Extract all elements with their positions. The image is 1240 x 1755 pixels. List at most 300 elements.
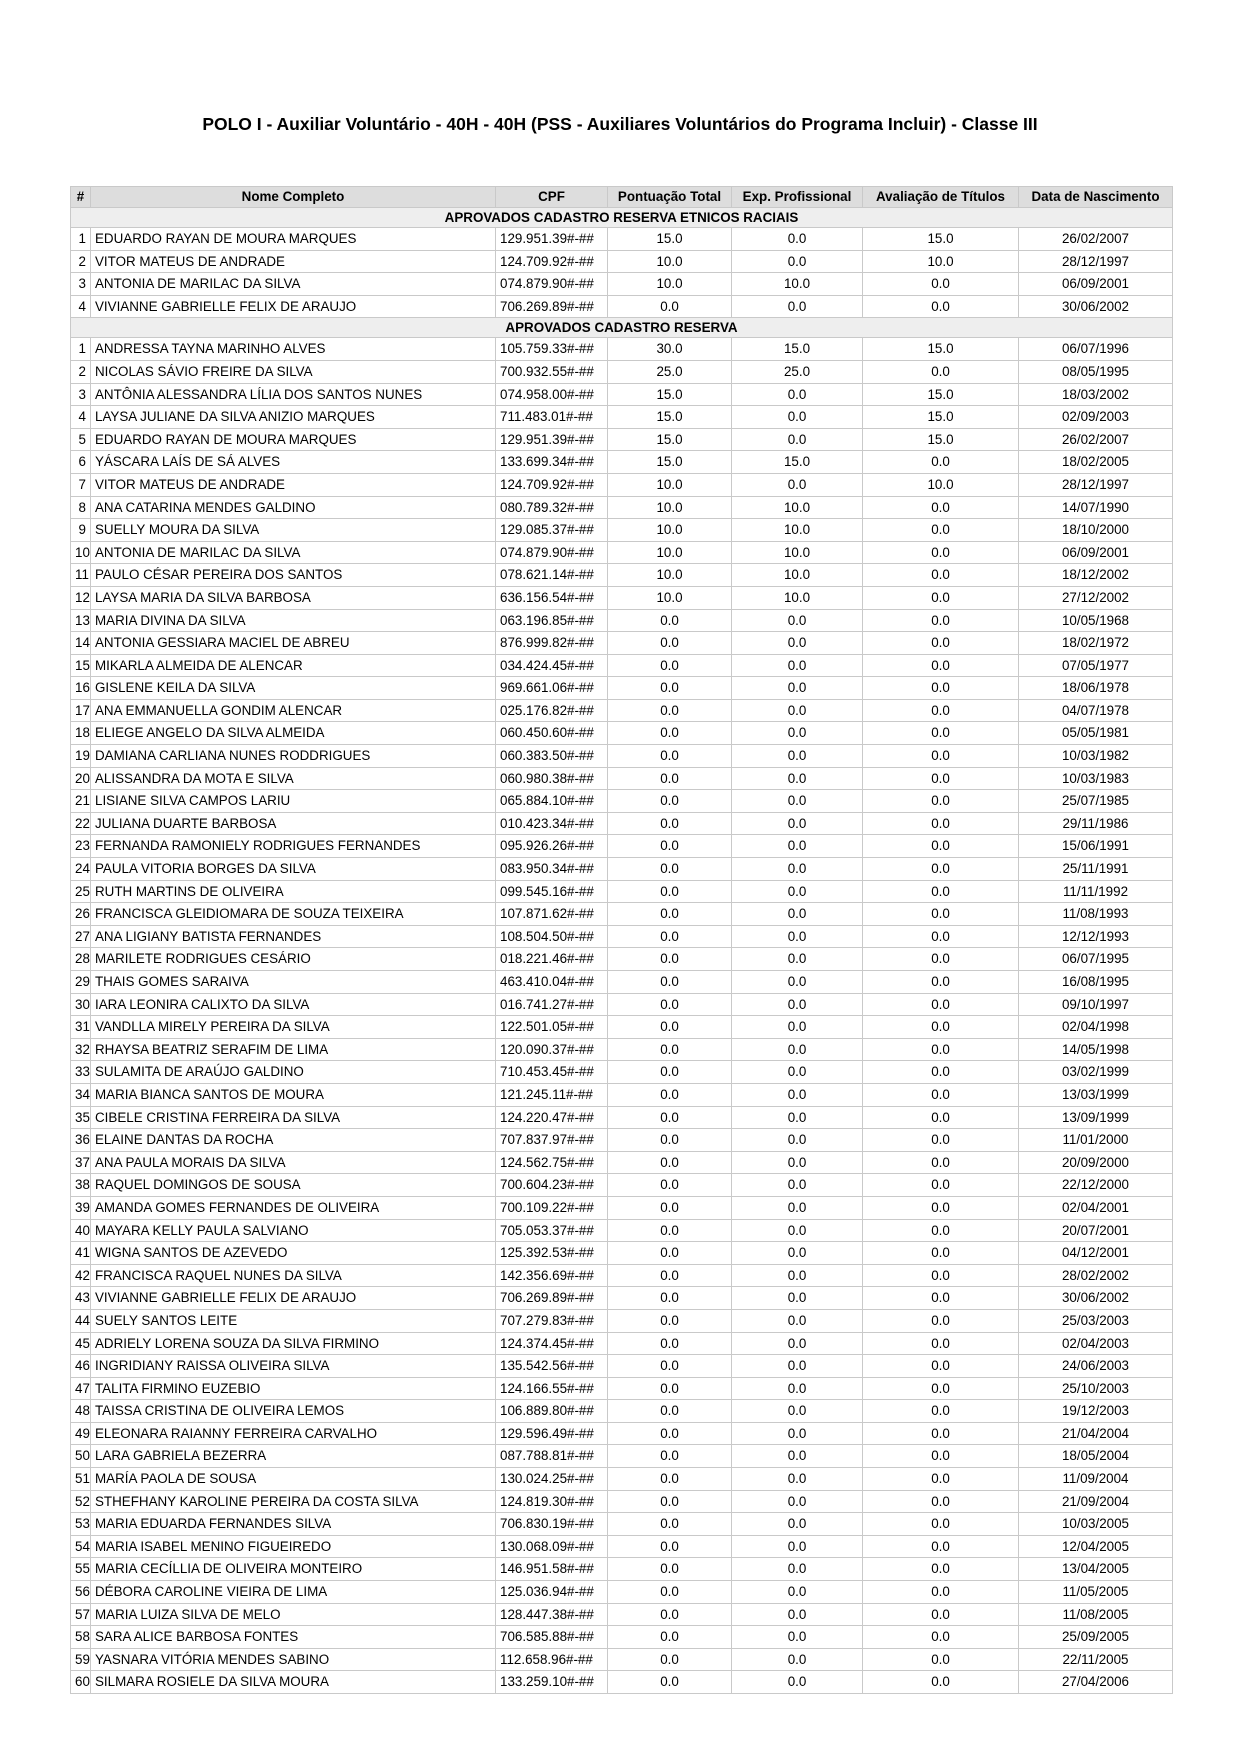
birth-date-cell: 10/03/1982	[1019, 745, 1173, 768]
cpf-cell: 063.196.85#-##	[496, 609, 608, 632]
birth-date-cell: 30/06/2002	[1019, 295, 1173, 318]
row-index-cell: 18	[71, 722, 91, 745]
total-score-cell: 10.0	[608, 473, 732, 496]
titles-evaluation-cell: 0.0	[863, 1061, 1019, 1084]
titles-evaluation-cell: 0.0	[863, 1513, 1019, 1536]
cpf-cell: 129.596.49#-##	[496, 1422, 608, 1445]
titles-evaluation-cell: 0.0	[863, 1332, 1019, 1355]
titles-evaluation-cell: 0.0	[863, 1603, 1019, 1626]
professional-exp-cell: 0.0	[732, 1038, 863, 1061]
full-name-cell: ELAINE DANTAS DA ROCHA	[91, 1129, 496, 1152]
row-index-cell: 54	[71, 1535, 91, 1558]
titles-evaluation-cell: 0.0	[863, 699, 1019, 722]
titles-evaluation-cell: 0.0	[863, 1558, 1019, 1581]
table-row	[71, 654, 1173, 677]
cpf-cell: 106.889.80#-##	[496, 1400, 608, 1423]
total-score-cell: 0.0	[608, 1400, 732, 1423]
total-score-cell: 0.0	[608, 1490, 732, 1513]
full-name-cell: ALISSANDRA DA MOTA E SILVA	[91, 767, 496, 790]
cpf-cell: 078.621.14#-##	[496, 564, 608, 587]
titles-evaluation-cell: 0.0	[863, 880, 1019, 903]
birth-date-cell: 18/05/2004	[1019, 1445, 1173, 1468]
cpf-cell: 107.871.62#-##	[496, 903, 608, 926]
table-row	[71, 1513, 1173, 1536]
full-name-cell: LAYSA MARIA DA SILVA BARBOSA	[91, 586, 496, 609]
titles-evaluation-cell: 0.0	[863, 1219, 1019, 1242]
cpf-cell: 095.926.26#-##	[496, 835, 608, 858]
birth-date-cell: 13/03/1999	[1019, 1083, 1173, 1106]
row-index-cell: 4	[71, 295, 91, 318]
professional-exp-cell: 0.0	[732, 1581, 863, 1604]
professional-exp-cell: 0.0	[732, 428, 863, 451]
cpf-cell: 133.259.10#-##	[496, 1671, 608, 1694]
row-index-cell: 13	[71, 609, 91, 632]
professional-exp-cell: 0.0	[732, 1648, 863, 1671]
full-name-cell: VIVIANNE GABRIELLE FELIX DE ARAUJO	[91, 295, 496, 318]
birth-date-cell: 22/11/2005	[1019, 1648, 1173, 1671]
birth-date-cell: 10/03/2005	[1019, 1513, 1173, 1536]
row-index-cell: 32	[71, 1038, 91, 1061]
table-row	[71, 812, 1173, 835]
cpf-cell: 707.279.83#-##	[496, 1309, 608, 1332]
full-name-cell: TAISSA CRISTINA DE OLIVEIRA LEMOS	[91, 1400, 496, 1423]
cpf-cell: 124.166.55#-##	[496, 1377, 608, 1400]
full-name-cell: MARIA DIVINA DA SILVA	[91, 609, 496, 632]
birth-date-cell: 25/07/1985	[1019, 790, 1173, 813]
titles-evaluation-cell: 0.0	[863, 722, 1019, 745]
birth-date-cell: 11/08/2005	[1019, 1603, 1173, 1626]
professional-exp-cell: 0.0	[732, 1377, 863, 1400]
titles-evaluation-cell: 0.0	[863, 1490, 1019, 1513]
titles-evaluation-cell: 0.0	[863, 745, 1019, 768]
cpf-cell: 121.245.11#-##	[496, 1083, 608, 1106]
full-name-cell: PAULO CÉSAR PEREIRA DOS SANTOS	[91, 564, 496, 587]
full-name-cell: YASNARA VITÓRIA MENDES SABINO	[91, 1648, 496, 1671]
cpf-cell: 129.951.39#-##	[496, 228, 608, 251]
professional-exp-cell: 0.0	[732, 1445, 863, 1468]
cpf-cell: 463.410.04#-##	[496, 971, 608, 994]
professional-exp-cell: 0.0	[732, 1196, 863, 1219]
table-row	[71, 632, 1173, 655]
row-index-cell: 44	[71, 1309, 91, 1332]
cpf-cell: 128.447.38#-##	[496, 1603, 608, 1626]
table-row	[71, 564, 1173, 587]
titles-evaluation-cell: 0.0	[863, 767, 1019, 790]
row-index-cell: 51	[71, 1468, 91, 1491]
row-index-cell: 14	[71, 632, 91, 655]
table-row	[71, 1016, 1173, 1039]
titles-evaluation-cell: 10.0	[863, 250, 1019, 273]
full-name-cell: MARIA ISABEL MENINO FIGUEIREDO	[91, 1535, 496, 1558]
total-score-cell: 0.0	[608, 1422, 732, 1445]
titles-evaluation-cell: 15.0	[863, 406, 1019, 429]
row-index-cell: 11	[71, 564, 91, 587]
table-row	[71, 1377, 1173, 1400]
table-row	[71, 925, 1173, 948]
titles-evaluation-cell: 0.0	[863, 1355, 1019, 1378]
birth-date-cell: 18/12/2002	[1019, 564, 1173, 587]
table-row	[71, 993, 1173, 1016]
professional-exp-cell: 0.0	[732, 383, 863, 406]
header-row	[71, 187, 1173, 208]
table-row	[71, 1264, 1173, 1287]
professional-exp-cell: 0.0	[732, 699, 863, 722]
table-row	[71, 1603, 1173, 1626]
table-row	[71, 1309, 1173, 1332]
table-row	[71, 903, 1173, 926]
total-score-cell: 0.0	[608, 858, 732, 881]
full-name-cell: RHAYSA BEATRIZ SERAFIM DE LIMA	[91, 1038, 496, 1061]
full-name-cell: INGRIDIANY RAISSA OLIVEIRA SILVA	[91, 1355, 496, 1378]
row-index-cell: 8	[71, 496, 91, 519]
professional-exp-cell: 0.0	[732, 903, 863, 926]
birth-date-cell: 02/04/2001	[1019, 1196, 1173, 1219]
total-score-cell: 15.0	[608, 228, 732, 251]
table-row	[71, 790, 1173, 813]
birth-date-cell: 11/05/2005	[1019, 1581, 1173, 1604]
total-score-cell: 0.0	[608, 925, 732, 948]
full-name-cell: VANDLLA MIRELY PEREIRA DA SILVA	[91, 1016, 496, 1039]
birth-date-cell: 25/10/2003	[1019, 1377, 1173, 1400]
full-name-cell: ELIEGE ANGELO DA SILVA ALMEIDA	[91, 722, 496, 745]
row-index-cell: 50	[71, 1445, 91, 1468]
titles-evaluation-cell: 0.0	[863, 812, 1019, 835]
titles-evaluation-cell: 0.0	[863, 1535, 1019, 1558]
birth-date-cell: 04/12/2001	[1019, 1242, 1173, 1265]
row-index-cell: 3	[71, 273, 91, 296]
col-header-titles-evaluation: Avaliação de Títulos	[863, 187, 1019, 208]
titles-evaluation-cell: 0.0	[863, 677, 1019, 700]
professional-exp-cell: 0.0	[732, 1083, 863, 1106]
professional-exp-cell: 0.0	[732, 609, 863, 632]
full-name-cell: ANA LIGIANY BATISTA FERNANDES	[91, 925, 496, 948]
birth-date-cell: 06/07/1996	[1019, 338, 1173, 361]
titles-evaluation-cell: 0.0	[863, 564, 1019, 587]
professional-exp-cell: 0.0	[732, 1106, 863, 1129]
professional-exp-cell: 0.0	[732, 1287, 863, 1310]
full-name-cell: GISLENE KEILA DA SILVA	[91, 677, 496, 700]
total-score-cell: 0.0	[608, 295, 732, 318]
cpf-cell: 711.483.01#-##	[496, 406, 608, 429]
table-row	[71, 1581, 1173, 1604]
full-name-cell: VITOR MATEUS DE ANDRADE	[91, 473, 496, 496]
row-index-cell: 42	[71, 1264, 91, 1287]
titles-evaluation-cell: 15.0	[863, 428, 1019, 451]
titles-evaluation-cell: 0.0	[863, 1038, 1019, 1061]
titles-evaluation-cell: 0.0	[863, 993, 1019, 1016]
full-name-cell: JULIANA DUARTE BARBOSA	[91, 812, 496, 835]
full-name-cell: ELEONARA RAIANNY FERREIRA CARVALHO	[91, 1422, 496, 1445]
total-score-cell: 0.0	[608, 609, 732, 632]
full-name-cell: DAMIANA CARLIANA NUNES RODDRIGUES	[91, 745, 496, 768]
row-index-cell: 31	[71, 1016, 91, 1039]
cpf-cell: 112.658.96#-##	[496, 1648, 608, 1671]
table-row	[71, 745, 1173, 768]
titles-evaluation-cell: 0.0	[863, 519, 1019, 542]
row-index-cell: 21	[71, 790, 91, 813]
row-index-cell: 1	[71, 338, 91, 361]
total-score-cell: 10.0	[608, 496, 732, 519]
row-index-cell: 56	[71, 1581, 91, 1604]
cpf-cell: 122.501.05#-##	[496, 1016, 608, 1039]
professional-exp-cell: 0.0	[732, 1219, 863, 1242]
cpf-cell: 706.269.89#-##	[496, 1287, 608, 1310]
row-index-cell: 25	[71, 880, 91, 903]
professional-exp-cell: 0.0	[732, 1129, 863, 1152]
full-name-cell: SILMARA ROSIELE DA SILVA MOURA	[91, 1671, 496, 1694]
full-name-cell: CIBELE CRISTINA FERREIRA DA SILVA	[91, 1106, 496, 1129]
birth-date-cell: 02/04/2003	[1019, 1332, 1173, 1355]
row-index-cell: 36	[71, 1129, 91, 1152]
row-index-cell: 29	[71, 971, 91, 994]
col-header-index: #	[71, 187, 91, 208]
row-index-cell: 58	[71, 1626, 91, 1649]
titles-evaluation-cell: 0.0	[863, 948, 1019, 971]
full-name-cell: RUTH MARTINS DE OLIVEIRA	[91, 880, 496, 903]
birth-date-cell: 25/03/2003	[1019, 1309, 1173, 1332]
table-row	[71, 473, 1173, 496]
table-row	[71, 1422, 1173, 1445]
total-score-cell: 15.0	[608, 451, 732, 474]
birth-date-cell: 22/12/2000	[1019, 1174, 1173, 1197]
cpf-cell: 142.356.69#-##	[496, 1264, 608, 1287]
titles-evaluation-cell: 0.0	[863, 451, 1019, 474]
cpf-cell: 706.269.89#-##	[496, 295, 608, 318]
birth-date-cell: 07/05/1977	[1019, 654, 1173, 677]
row-index-cell: 30	[71, 993, 91, 1016]
col-header-cpf: CPF	[496, 187, 608, 208]
total-score-cell: 0.0	[608, 1309, 732, 1332]
full-name-cell: RAQUEL DOMINGOS DE SOUSA	[91, 1174, 496, 1197]
cpf-cell: 876.999.82#-##	[496, 632, 608, 655]
row-index-cell: 46	[71, 1355, 91, 1378]
table-row	[71, 1400, 1173, 1423]
section-label: APROVADOS CADASTRO RESERVA	[71, 318, 1173, 338]
titles-evaluation-cell: 0.0	[863, 1174, 1019, 1197]
table-row	[71, 519, 1173, 542]
total-score-cell: 0.0	[608, 835, 732, 858]
row-index-cell: 10	[71, 541, 91, 564]
full-name-cell: EDUARDO RAYAN DE MOURA MARQUES	[91, 228, 496, 251]
total-score-cell: 0.0	[608, 745, 732, 768]
full-name-cell: STHEFHANY KAROLINE PEREIRA DA COSTA SILVA	[91, 1490, 496, 1513]
birth-date-cell: 28/12/1997	[1019, 250, 1173, 273]
total-score-cell: 0.0	[608, 993, 732, 1016]
cpf-cell: 074.879.90#-##	[496, 273, 608, 296]
full-name-cell: FERNANDA RAMONIELY RODRIGUES FERNANDES	[91, 835, 496, 858]
professional-exp-cell: 0.0	[732, 295, 863, 318]
row-index-cell: 2	[71, 360, 91, 383]
cpf-cell: 707.837.97#-##	[496, 1129, 608, 1152]
professional-exp-cell: 10.0	[732, 541, 863, 564]
full-name-cell: SUELLY MOURA DA SILVA	[91, 519, 496, 542]
table-row	[71, 1671, 1173, 1694]
full-name-cell: MARIA LUIZA SILVA DE MELO	[91, 1603, 496, 1626]
total-score-cell: 0.0	[608, 880, 732, 903]
full-name-cell: FRANCISCA GLEIDIOMARA DE SOUZA TEIXEIRA	[91, 903, 496, 926]
birth-date-cell: 06/07/1995	[1019, 948, 1173, 971]
total-score-cell: 0.0	[608, 1558, 732, 1581]
table-row	[71, 1083, 1173, 1106]
total-score-cell: 0.0	[608, 1535, 732, 1558]
professional-exp-cell: 15.0	[732, 451, 863, 474]
titles-evaluation-cell: 0.0	[863, 1626, 1019, 1649]
birth-date-cell: 16/08/1995	[1019, 971, 1173, 994]
cpf-cell: 636.156.54#-##	[496, 586, 608, 609]
titles-evaluation-cell: 0.0	[863, 360, 1019, 383]
full-name-cell: ANA PAULA MORAIS DA SILVA	[91, 1151, 496, 1174]
titles-evaluation-cell: 0.0	[863, 496, 1019, 519]
birth-date-cell: 28/02/2002	[1019, 1264, 1173, 1287]
professional-exp-cell: 0.0	[732, 1061, 863, 1084]
professional-exp-cell: 10.0	[732, 519, 863, 542]
cpf-cell: 124.220.47#-##	[496, 1106, 608, 1129]
titles-evaluation-cell: 0.0	[863, 1309, 1019, 1332]
table-row	[71, 880, 1173, 903]
cpf-cell: 969.661.06#-##	[496, 677, 608, 700]
professional-exp-cell: 0.0	[732, 250, 863, 273]
row-index-cell: 24	[71, 858, 91, 881]
cpf-cell: 060.450.60#-##	[496, 722, 608, 745]
total-score-cell: 30.0	[608, 338, 732, 361]
row-index-cell: 40	[71, 1219, 91, 1242]
birth-date-cell: 21/09/2004	[1019, 1490, 1173, 1513]
row-index-cell: 16	[71, 677, 91, 700]
titles-evaluation-cell: 0.0	[863, 858, 1019, 881]
row-index-cell: 7	[71, 473, 91, 496]
cpf-cell: 099.545.16#-##	[496, 880, 608, 903]
row-index-cell: 3	[71, 383, 91, 406]
total-score-cell: 0.0	[608, 812, 732, 835]
titles-evaluation-cell: 0.0	[863, 295, 1019, 318]
birth-date-cell: 06/09/2001	[1019, 273, 1173, 296]
section-header-row	[71, 208, 1173, 228]
total-score-cell: 0.0	[608, 722, 732, 745]
professional-exp-cell: 0.0	[732, 473, 863, 496]
full-name-cell: ANA EMMANUELLA GONDIM ALENCAR	[91, 699, 496, 722]
row-index-cell: 5	[71, 428, 91, 451]
total-score-cell: 25.0	[608, 360, 732, 383]
cpf-cell: 060.980.38#-##	[496, 767, 608, 790]
full-name-cell: VITOR MATEUS DE ANDRADE	[91, 250, 496, 273]
cpf-cell: 700.109.22#-##	[496, 1196, 608, 1219]
professional-exp-cell: 0.0	[732, 1174, 863, 1197]
table-row	[71, 1219, 1173, 1242]
full-name-cell: SULAMITA DE ARAÚJO GALDINO	[91, 1061, 496, 1084]
cpf-cell: 706.830.19#-##	[496, 1513, 608, 1536]
professional-exp-cell: 0.0	[732, 1264, 863, 1287]
table-row	[71, 1445, 1173, 1468]
row-index-cell: 49	[71, 1422, 91, 1445]
table-row	[71, 406, 1173, 429]
row-index-cell: 53	[71, 1513, 91, 1536]
total-score-cell: 0.0	[608, 1106, 732, 1129]
full-name-cell: ANDRESSA TAYNA MARINHO ALVES	[91, 338, 496, 361]
table-row	[71, 428, 1173, 451]
professional-exp-cell: 0.0	[732, 654, 863, 677]
birth-date-cell: 13/04/2005	[1019, 1558, 1173, 1581]
titles-evaluation-cell: 0.0	[863, 1287, 1019, 1310]
birth-date-cell: 25/11/1991	[1019, 858, 1173, 881]
titles-evaluation-cell: 15.0	[863, 338, 1019, 361]
professional-exp-cell: 0.0	[732, 993, 863, 1016]
full-name-cell: THAIS GOMES SARAIVA	[91, 971, 496, 994]
cpf-cell: 018.221.46#-##	[496, 948, 608, 971]
cpf-cell: 705.053.37#-##	[496, 1219, 608, 1242]
titles-evaluation-cell: 0.0	[863, 1151, 1019, 1174]
table-header	[71, 187, 1173, 208]
titles-evaluation-cell: 15.0	[863, 228, 1019, 251]
birth-date-cell: 10/05/1968	[1019, 609, 1173, 632]
total-score-cell: 10.0	[608, 519, 732, 542]
row-index-cell: 28	[71, 948, 91, 971]
cpf-cell: 133.699.34#-##	[496, 451, 608, 474]
row-index-cell: 26	[71, 903, 91, 926]
titles-evaluation-cell: 0.0	[863, 1377, 1019, 1400]
row-index-cell: 48	[71, 1400, 91, 1423]
row-index-cell: 35	[71, 1106, 91, 1129]
table-row	[71, 228, 1173, 251]
total-score-cell: 0.0	[608, 1355, 732, 1378]
total-score-cell: 0.0	[608, 1468, 732, 1491]
cpf-cell: 124.374.45#-##	[496, 1332, 608, 1355]
titles-evaluation-cell: 0.0	[863, 632, 1019, 655]
full-name-cell: SUELY SANTOS LEITE	[91, 1309, 496, 1332]
table-row	[71, 1174, 1173, 1197]
page-title: POLO I - Auxiliar Voluntário - 40H - 40H (PSS - Auxiliares Voluntários do Programa Incluir) - Classe III	[202, 114, 1038, 134]
table-row	[71, 360, 1173, 383]
row-index-cell: 45	[71, 1332, 91, 1355]
total-score-cell: 10.0	[608, 273, 732, 296]
birth-date-cell: 18/03/2002	[1019, 383, 1173, 406]
cpf-cell: 146.951.58#-##	[496, 1558, 608, 1581]
table-row	[71, 722, 1173, 745]
total-score-cell: 0.0	[608, 1581, 732, 1604]
birth-date-cell: 26/02/2007	[1019, 228, 1173, 251]
birth-date-cell: 08/05/1995	[1019, 360, 1173, 383]
professional-exp-cell: 0.0	[732, 1332, 863, 1355]
total-score-cell: 0.0	[608, 699, 732, 722]
cpf-cell: 700.604.23#-##	[496, 1174, 608, 1197]
professional-exp-cell: 0.0	[732, 1468, 863, 1491]
titles-evaluation-cell: 0.0	[863, 1106, 1019, 1129]
professional-exp-cell: 0.0	[732, 1400, 863, 1423]
titles-evaluation-cell: 0.0	[863, 1468, 1019, 1491]
full-name-cell: SARA ALICE BARBOSA FONTES	[91, 1626, 496, 1649]
titles-evaluation-cell: 0.0	[863, 654, 1019, 677]
total-score-cell: 0.0	[608, 971, 732, 994]
table-row	[71, 767, 1173, 790]
full-name-cell: ADRIELY LORENA SOUZA DA SILVA FIRMINO	[91, 1332, 496, 1355]
professional-exp-cell: 0.0	[732, 948, 863, 971]
professional-exp-cell: 0.0	[732, 880, 863, 903]
professional-exp-cell: 0.0	[732, 1558, 863, 1581]
total-score-cell: 0.0	[608, 1648, 732, 1671]
total-score-cell: 0.0	[608, 1332, 732, 1355]
table-row	[71, 677, 1173, 700]
professional-exp-cell: 10.0	[732, 273, 863, 296]
cpf-cell: 124.819.30#-##	[496, 1490, 608, 1513]
cpf-cell: 105.759.33#-##	[496, 338, 608, 361]
titles-evaluation-cell: 0.0	[863, 273, 1019, 296]
total-score-cell: 0.0	[608, 1671, 732, 1694]
total-score-cell: 0.0	[608, 1174, 732, 1197]
total-score-cell: 0.0	[608, 1287, 732, 1310]
birth-date-cell: 12/12/1993	[1019, 925, 1173, 948]
titles-evaluation-cell: 0.0	[863, 1242, 1019, 1265]
total-score-cell: 10.0	[608, 586, 732, 609]
row-index-cell: 52	[71, 1490, 91, 1513]
